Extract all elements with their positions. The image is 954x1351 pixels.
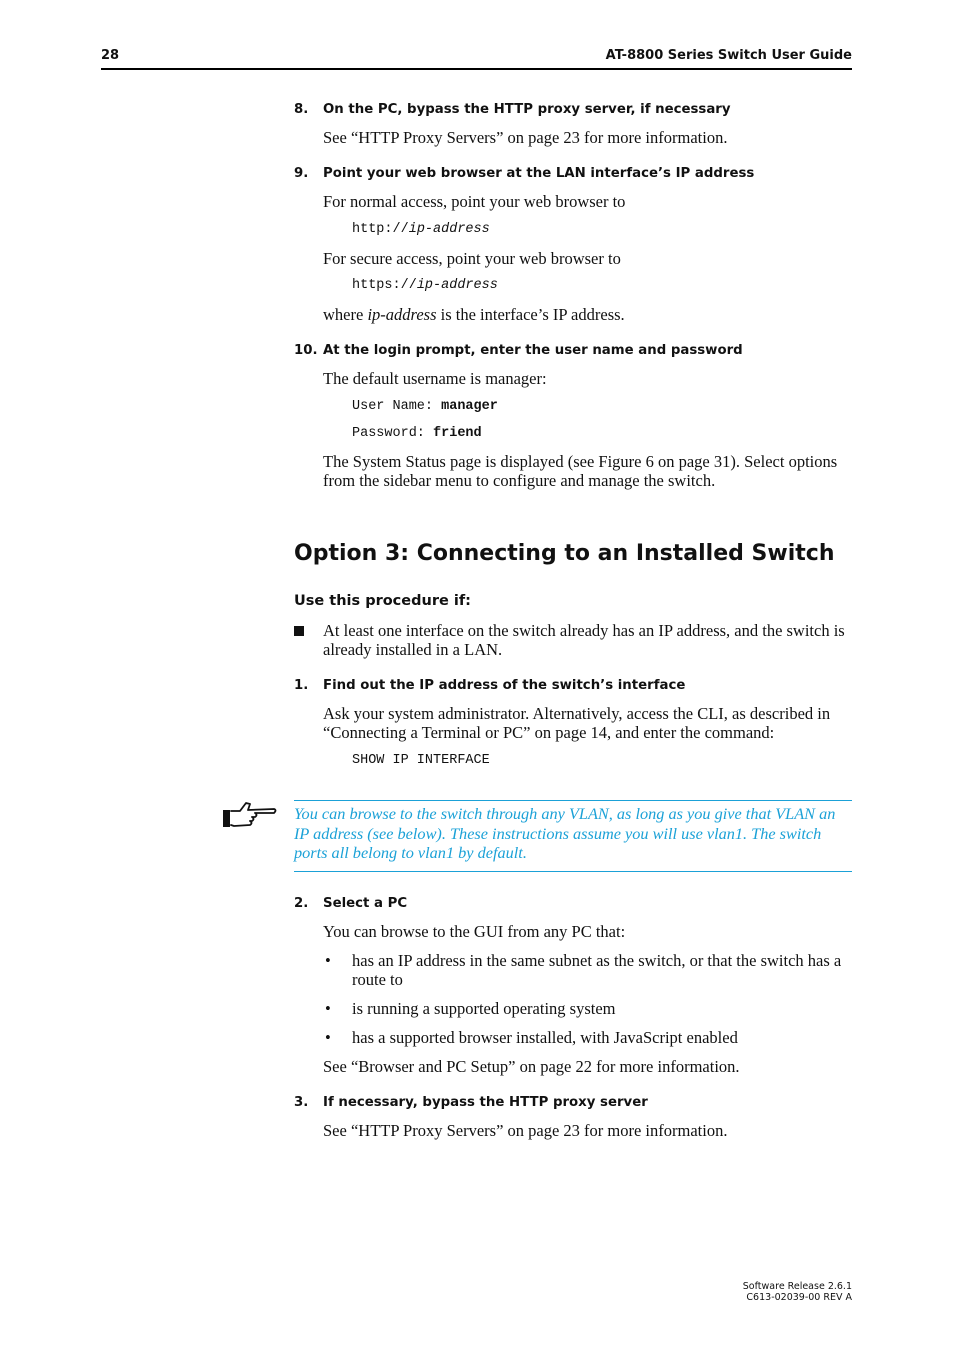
url-example: https://ip-address bbox=[352, 278, 498, 293]
step-text: Ask your system administrator. Alternatively, access the CLI, as described in “Connecting a Terminal or PC” on page 14, and enter the command: bbox=[323, 704, 831, 742]
bullet-icon: • bbox=[325, 951, 331, 970]
note-bottom-rule bbox=[294, 871, 852, 872]
footer-doc-number: C613-02039-00 REV A bbox=[746, 1292, 852, 1303]
step-number: 1. bbox=[294, 678, 309, 693]
step-number: 3. bbox=[294, 1095, 309, 1110]
step-title: Find out the IP address of the switch’s interface bbox=[323, 678, 686, 693]
section-heading: Option 3: Connecting to an Installed Switch bbox=[294, 541, 835, 566]
url-example: http://ip-address bbox=[352, 222, 490, 237]
step-text: See “HTTP Proxy Servers” on page 23 for more information. bbox=[323, 1121, 728, 1140]
step-title: If necessary, bypass the HTTP proxy server bbox=[323, 1095, 648, 1110]
footer-release: Software Release 2.6.1 bbox=[742, 1281, 852, 1292]
step-text: where ip-address is the interface’s IP address. bbox=[323, 305, 625, 324]
step-number: 9. bbox=[294, 166, 309, 181]
step-title: Select a PC bbox=[323, 896, 408, 911]
pointing-hand-icon bbox=[222, 798, 278, 830]
login-password: Password: friend bbox=[352, 426, 482, 441]
list-item: has a supported browser installed, with JavaScript enabled bbox=[352, 1028, 738, 1047]
running-header-title: AT-8800 Series Switch User Guide bbox=[605, 48, 852, 63]
step-text: The System Status page is displayed (see Figure 6 on page 31). Select options from the sidebar menu to configure and manage the switch. bbox=[323, 452, 838, 490]
square-bullet-icon bbox=[294, 626, 304, 636]
step-text: You can browse to the GUI from any PC that: bbox=[323, 922, 626, 941]
page-number: 28 bbox=[101, 48, 120, 63]
condition-text: At least one interface on the switch already has an IP address, and the switch is already installed in a LAN. bbox=[323, 621, 845, 659]
cli-command: SHOW IP INTERFACE bbox=[352, 753, 490, 768]
header-rule bbox=[101, 68, 852, 70]
login-username: User Name: manager bbox=[352, 399, 498, 414]
step-number: 10. bbox=[294, 343, 318, 358]
list-item: is running a supported operating system bbox=[352, 999, 616, 1018]
step-text: See “Browser and PC Setup” on page 22 for more information. bbox=[323, 1057, 740, 1076]
use-procedure-label: Use this procedure if: bbox=[294, 593, 471, 609]
step-text: The default username is manager: bbox=[323, 369, 547, 388]
bullet-icon: • bbox=[325, 1028, 331, 1047]
step-text: See “HTTP Proxy Servers” on page 23 for more information. bbox=[323, 128, 728, 147]
bullet-icon: • bbox=[325, 999, 331, 1018]
note-top-rule bbox=[294, 800, 852, 801]
step-title: At the login prompt, enter the user name and password bbox=[323, 343, 743, 358]
step-title: On the PC, bypass the HTTP proxy server, if necessary bbox=[323, 102, 731, 117]
step-title: Point your web browser at the LAN interface’s IP address bbox=[323, 166, 755, 181]
step-text: For normal access, point your web browser to bbox=[323, 192, 626, 211]
step-text: For secure access, point your web browser to bbox=[323, 249, 621, 268]
list-item: has an IP address in the same subnet as the switch, or that the switch has a route to bbox=[352, 951, 842, 989]
step-number: 8. bbox=[294, 102, 309, 117]
note-text: You can browse to the switch through any VLAN, as long as you give that VLAN an IP address (see below). These instructions assume you will use vlan1. The switch ports all belong to vlan1 by default. bbox=[294, 804, 836, 862]
step-number: 2. bbox=[294, 896, 309, 911]
